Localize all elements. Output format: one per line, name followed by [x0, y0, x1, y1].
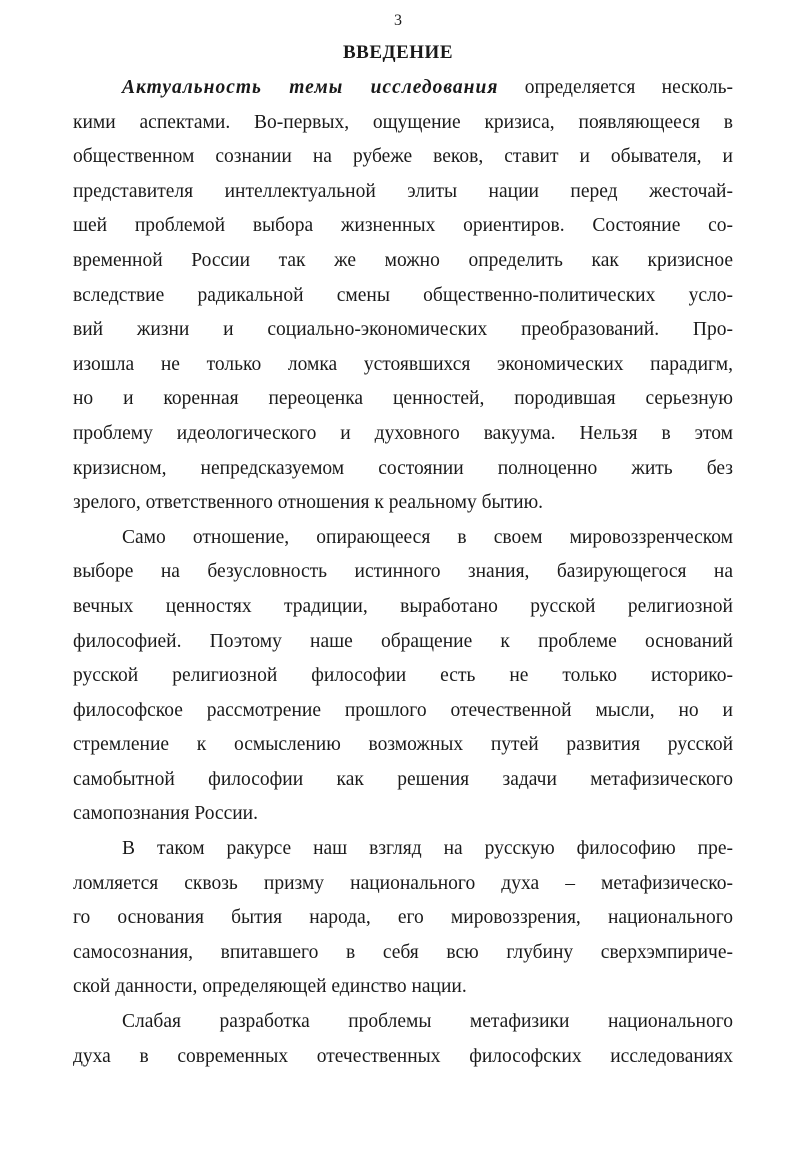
paragraph-perspective — [73, 832, 733, 1005]
text-line: временной России так же можно определить как кризисное — [73, 249, 733, 271]
section-heading: ВВЕДЕНИЕ — [343, 42, 453, 63]
text-line: Слабая разработка проблемы метафизики национального — [122, 1011, 733, 1033]
text-line: философией. Поэтому наше обращение к проблеме оснований — [73, 630, 733, 652]
text-line: кризисном, непредсказуемом состоянии полноценно жить без — [73, 457, 733, 479]
paragraph-weak-development — [73, 1005, 733, 1074]
text-line: го основания бытия народа, его мировоззрения, национального — [73, 907, 733, 929]
text-line: представителя интеллектуальной элиты нации перед жесточай- — [73, 180, 733, 202]
emphasized-term: Актуальность темы исследования — [122, 77, 499, 98]
text-line: кими аспектами. Во-первых, ощущение кризиса, появляющееся в — [73, 111, 733, 133]
body-text — [73, 71, 733, 1074]
text-line: зрелого, ответственного отношения к реальному бытию. — [73, 492, 544, 514]
text-line: вечных ценностях традиции, выработано русской религиозной — [73, 595, 733, 617]
text-line: вследствие радикальной смены общественно-политических усло- — [73, 284, 733, 306]
text-line: философское рассмотрение прошлого отечественной мысли, но и — [73, 699, 733, 721]
paragraph-attitude — [73, 521, 733, 832]
text-line: вий жизни и социально-экономических преобразований. Про- — [73, 319, 733, 341]
text-line: но и коренная переоценка ценностей, породившая серьезную — [73, 388, 733, 410]
text-line: выборе на безусловность истинного знания, базирующегося на — [73, 561, 733, 583]
text-line: русской религиозной философии есть не только историко- — [73, 665, 733, 687]
text-line: ской данности, определяющей единство нации. — [73, 976, 467, 998]
text-line: стремление к осмыслению возможных путей развития русской — [73, 734, 733, 756]
text-line: общественном сознании на рубеже веков, ставит и обывателя, и — [73, 146, 733, 168]
text-line: Само отношение, опирающееся в своем мировоззренческом — [122, 526, 733, 548]
paragraph-relevance — [73, 71, 733, 521]
text-line: проблему идеологического и духовного вакуума. Нельзя в этом — [73, 422, 733, 444]
page-number: 3 — [394, 12, 402, 29]
text-line: шей проблемой выбора жизненных ориентиров. Состояние со- — [73, 215, 733, 237]
text-line: самопознания России. — [73, 803, 258, 825]
text-line: самобытной философии как решения задачи метафизического — [73, 768, 733, 790]
text-line: В таком ракурсе наш взгляд на русскую философию пре- — [122, 838, 733, 860]
text-line: самосознания, впитавшего в себя всю глубину сверхэмпириче- — [73, 941, 733, 963]
text-line: изошла не только ломка устоявшихся экономических парадигм, — [73, 353, 733, 375]
text-line: духа в современных отечественных философских исследованиях — [73, 1045, 733, 1067]
text-line: ломляется сквозь призму национального духа – метафизическо- — [73, 872, 733, 894]
text-line: Актуальность темы исследования определяется несколь- — [122, 77, 733, 98]
